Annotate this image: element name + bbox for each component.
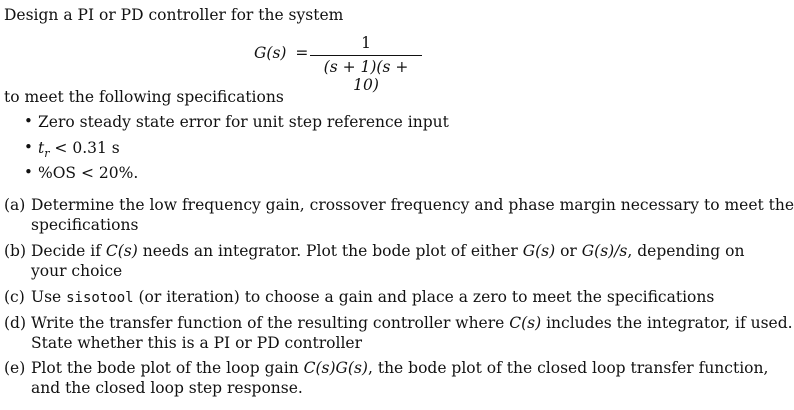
part-e-line2: and the closed loop step response. [31,379,303,397]
part-c-text: Use [31,288,67,306]
part-d-text: Write the transfer function of the resulting controller where [31,314,510,332]
part-e-text: Plot the bode plot of the loop gain [31,359,304,377]
part-b-math-g: G(s) [522,242,556,260]
part-b-label: (b) [4,242,27,260]
rise-time-symbol: t [38,139,45,157]
part-a-line2: specifications [31,216,139,234]
intro-text: Design a PI or PD controller for the system [4,6,344,24]
equation-equals: = [295,44,309,62]
part-b-text: Decide if [31,242,106,260]
fraction-numerator: 1 [361,34,371,52]
rise-time-subscript: r [44,147,50,161]
bullet-icon: • [24,163,33,181]
transfer-function-fraction [310,34,422,94]
part-c-label: (c) [4,288,25,306]
fraction-denominator: (s + 1)(s + 10) [323,58,409,94]
part-e-text: , the bode plot of the closed loop transfer function, [367,359,769,377]
part-a-label: (a) [4,196,26,214]
spec-item-rise-time [38,138,120,164]
part-c-code: sisotool [66,290,134,306]
part-c-text: (or iteration) to choose a gain and place a zero to meet the specifications [133,288,715,306]
part-e-math-cg: C(s)G(s) [303,359,368,377]
part-b-text: or [555,242,582,260]
part-b-math-c: C(s) [105,242,138,260]
part-d-math-c: C(s) [509,314,542,332]
part-d-label: (d) [4,314,27,332]
part-b-line2: your choice [31,262,123,280]
spec-item-steady-state: Zero steady state error for unit step reference input [38,113,449,131]
part-d-text: includes the integrator, if used. [541,314,793,332]
part-e-label: (e) [4,359,26,377]
bullet-icon: • [24,112,33,130]
part-d-line2: State whether this is a PI or PD controller [31,334,363,352]
part-a-line1: Determine the low frequency gain, crossover frequency and phase margin necessary to meet the [31,196,794,214]
part-b-math-gs: G(s)/s [581,242,628,260]
equation-fn: G [254,44,267,62]
spec-item-overshoot: %OS < 20%. [38,164,139,182]
part-b-text: , depending on [627,242,745,260]
bullet-icon: • [24,138,33,156]
rise-time-value: < 0.31 s [49,139,120,157]
equation-lhs [254,43,308,63]
fraction-bar [310,55,422,56]
part-d-line1 [31,313,793,333]
part-e-line1 [31,358,768,378]
equation-arg: (s) [266,44,287,62]
part-b-line1 [31,241,744,261]
spec-intro-text: to meet the following specifications [4,88,284,106]
part-b-text: needs an integrator. Plot the bode plot of either [137,242,523,260]
part-c-line1 [31,287,714,308]
